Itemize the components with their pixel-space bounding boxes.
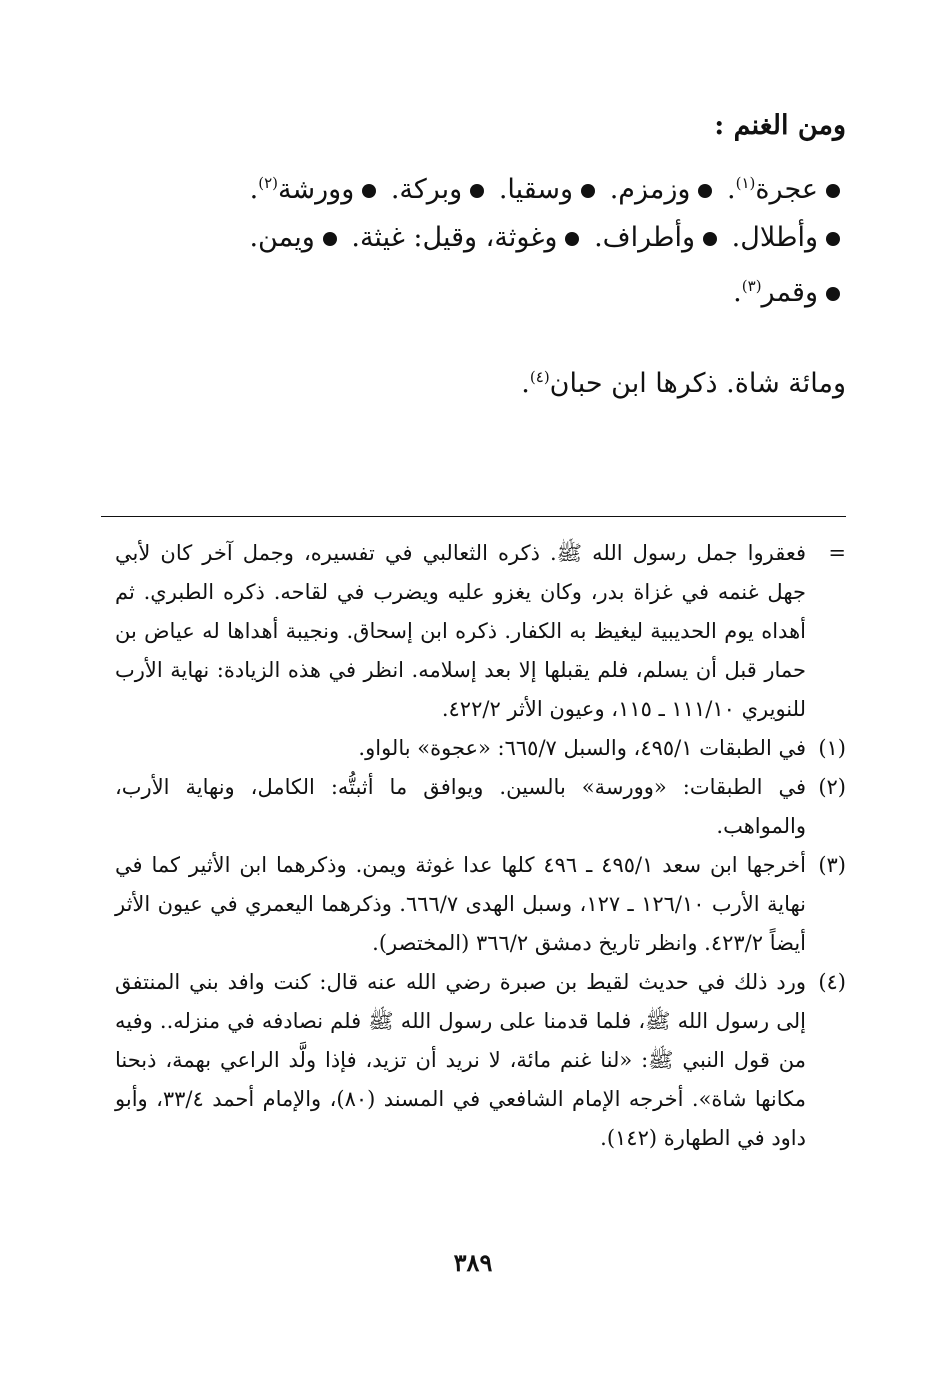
list-line-1	[115, 159, 846, 214]
bullet-icon	[826, 287, 840, 301]
footnote-continued	[115, 534, 846, 729]
footnote-text: أخرجها ابن سعد ٤٩٥/١ ـ ٤٩٦ كلها عدا غوثة ويمن. وذكرهما ابن الأثير كما في نهاية الأرب ١٢٦/١٠ ـ ١٢٧، وسبل الهدى ٦٦٦/٧. وذكرهما اليعمري في عيون الأثر أيضاً ٤٢٣/٢. وانظر تاريخ دمشق ٣٦٦/٢ (المختصر).	[115, 853, 807, 955]
footnote-ref: (٣)	[741, 277, 762, 295]
list-line-3	[115, 262, 846, 317]
list-item: وأطراف.	[594, 222, 723, 253]
footnote-3	[115, 846, 846, 963]
section-heading: ومن الغنم :	[714, 110, 846, 141]
bullet-icon	[565, 232, 579, 246]
footnote-2	[115, 768, 846, 846]
footnotes	[115, 534, 846, 1158]
footnote-text: في الطبقات: «وورسة» بالسين. ويوافق ما أثبتُّه: الكامل، ونهاية الأرب، والمواهب.	[115, 775, 806, 838]
page-number: ٣٨٩	[453, 1248, 493, 1277]
list-item: وأطلال.	[732, 222, 846, 253]
bullet-icon	[323, 232, 337, 246]
bullet-icon	[362, 184, 376, 198]
list-item: وسقيا.	[499, 174, 601, 205]
bullet-icon	[826, 184, 840, 198]
footnote-text: في الطبقات ٤٩٥/١، والسبل ٦٦٥/٧: «عجوة» بالواو.	[358, 736, 806, 760]
list-item: وزمزم.	[610, 174, 719, 205]
footnote-mark: (٤)	[818, 970, 846, 994]
footnote-divider	[101, 516, 846, 517]
footnote-4	[115, 963, 846, 1158]
footnote-ref: (١)	[735, 174, 756, 192]
footnote-ref: (٢)	[258, 174, 279, 192]
list-item: ويمن.	[249, 222, 342, 253]
bullet-icon	[581, 184, 595, 198]
bullet-icon	[703, 232, 717, 246]
list-item: عجرة$^{(١)}$.	[727, 174, 846, 205]
footnote-mark: =	[828, 541, 846, 565]
main-text	[115, 110, 846, 435]
list-item: وبركة.	[391, 174, 490, 205]
bullet-icon	[698, 184, 712, 198]
list-line-2	[115, 214, 846, 262]
bullet-icon	[826, 232, 840, 246]
footnote-ref: (٤)	[529, 368, 550, 386]
footnote-mark: (٣)	[818, 853, 846, 877]
bullet-icon	[470, 184, 484, 198]
footnote-mark: (٢)	[818, 775, 846, 799]
paragraph: ومائة شاة. ذكرها ابن حبان$^{(٤)}$.	[521, 368, 846, 399]
footnote-mark: (١)	[818, 736, 846, 760]
footnote-1	[115, 729, 846, 768]
list-item: وغوثة، وقيل: غيثة.	[351, 222, 585, 253]
footnote-text: فعقروا جمل رسول الله ﷺ. ذكره الثعالبي في تفسيره، وجمل آخر كان لأبي جهل غنمه في غزاة بدر، وكان يغزو عليه ويضرب في لقاحه. ذكره الطبري. ثم أهداه يوم الحديبية ليغيظ به الكفار. ذكره ابن إسحاق. ونجيبة أهداها له عياض بن حمار قبل أن يسلم، فلم يقبلها إلا بعد إسلامه. انظر في هذه الزيادة: نهاية الأرب للنويري ١١١/١٠ ـ ١١٥، وعيون الأثر ٤٢٢/٢.	[115, 541, 806, 721]
footnote-text: ورد ذلك في حديث لقيط بن صبرة رضي الله عنه قال: كنت وافد بني المنتفق إلى رسول الله ﷺ، فلما قدمنا على رسول الله ﷺ فلم نصادفه في منزله.. وفيه من قول النبي ﷺ: «لنا غنم مائة، لا نريد أن تزيد، فإذا ولَّد الراعي بهمة، ذبحنا مكانها شاة». أخرجه الإمام الشافعي في المسند (٨٠)، والإمام أحمد ٣٣/٤، وأبو داود في الطهارة (١٤٢).	[115, 970, 807, 1150]
list-item: وورشة$^{(٢)}$.	[250, 174, 383, 205]
list-item: وقمر$^{(٣)}$.	[733, 277, 846, 308]
